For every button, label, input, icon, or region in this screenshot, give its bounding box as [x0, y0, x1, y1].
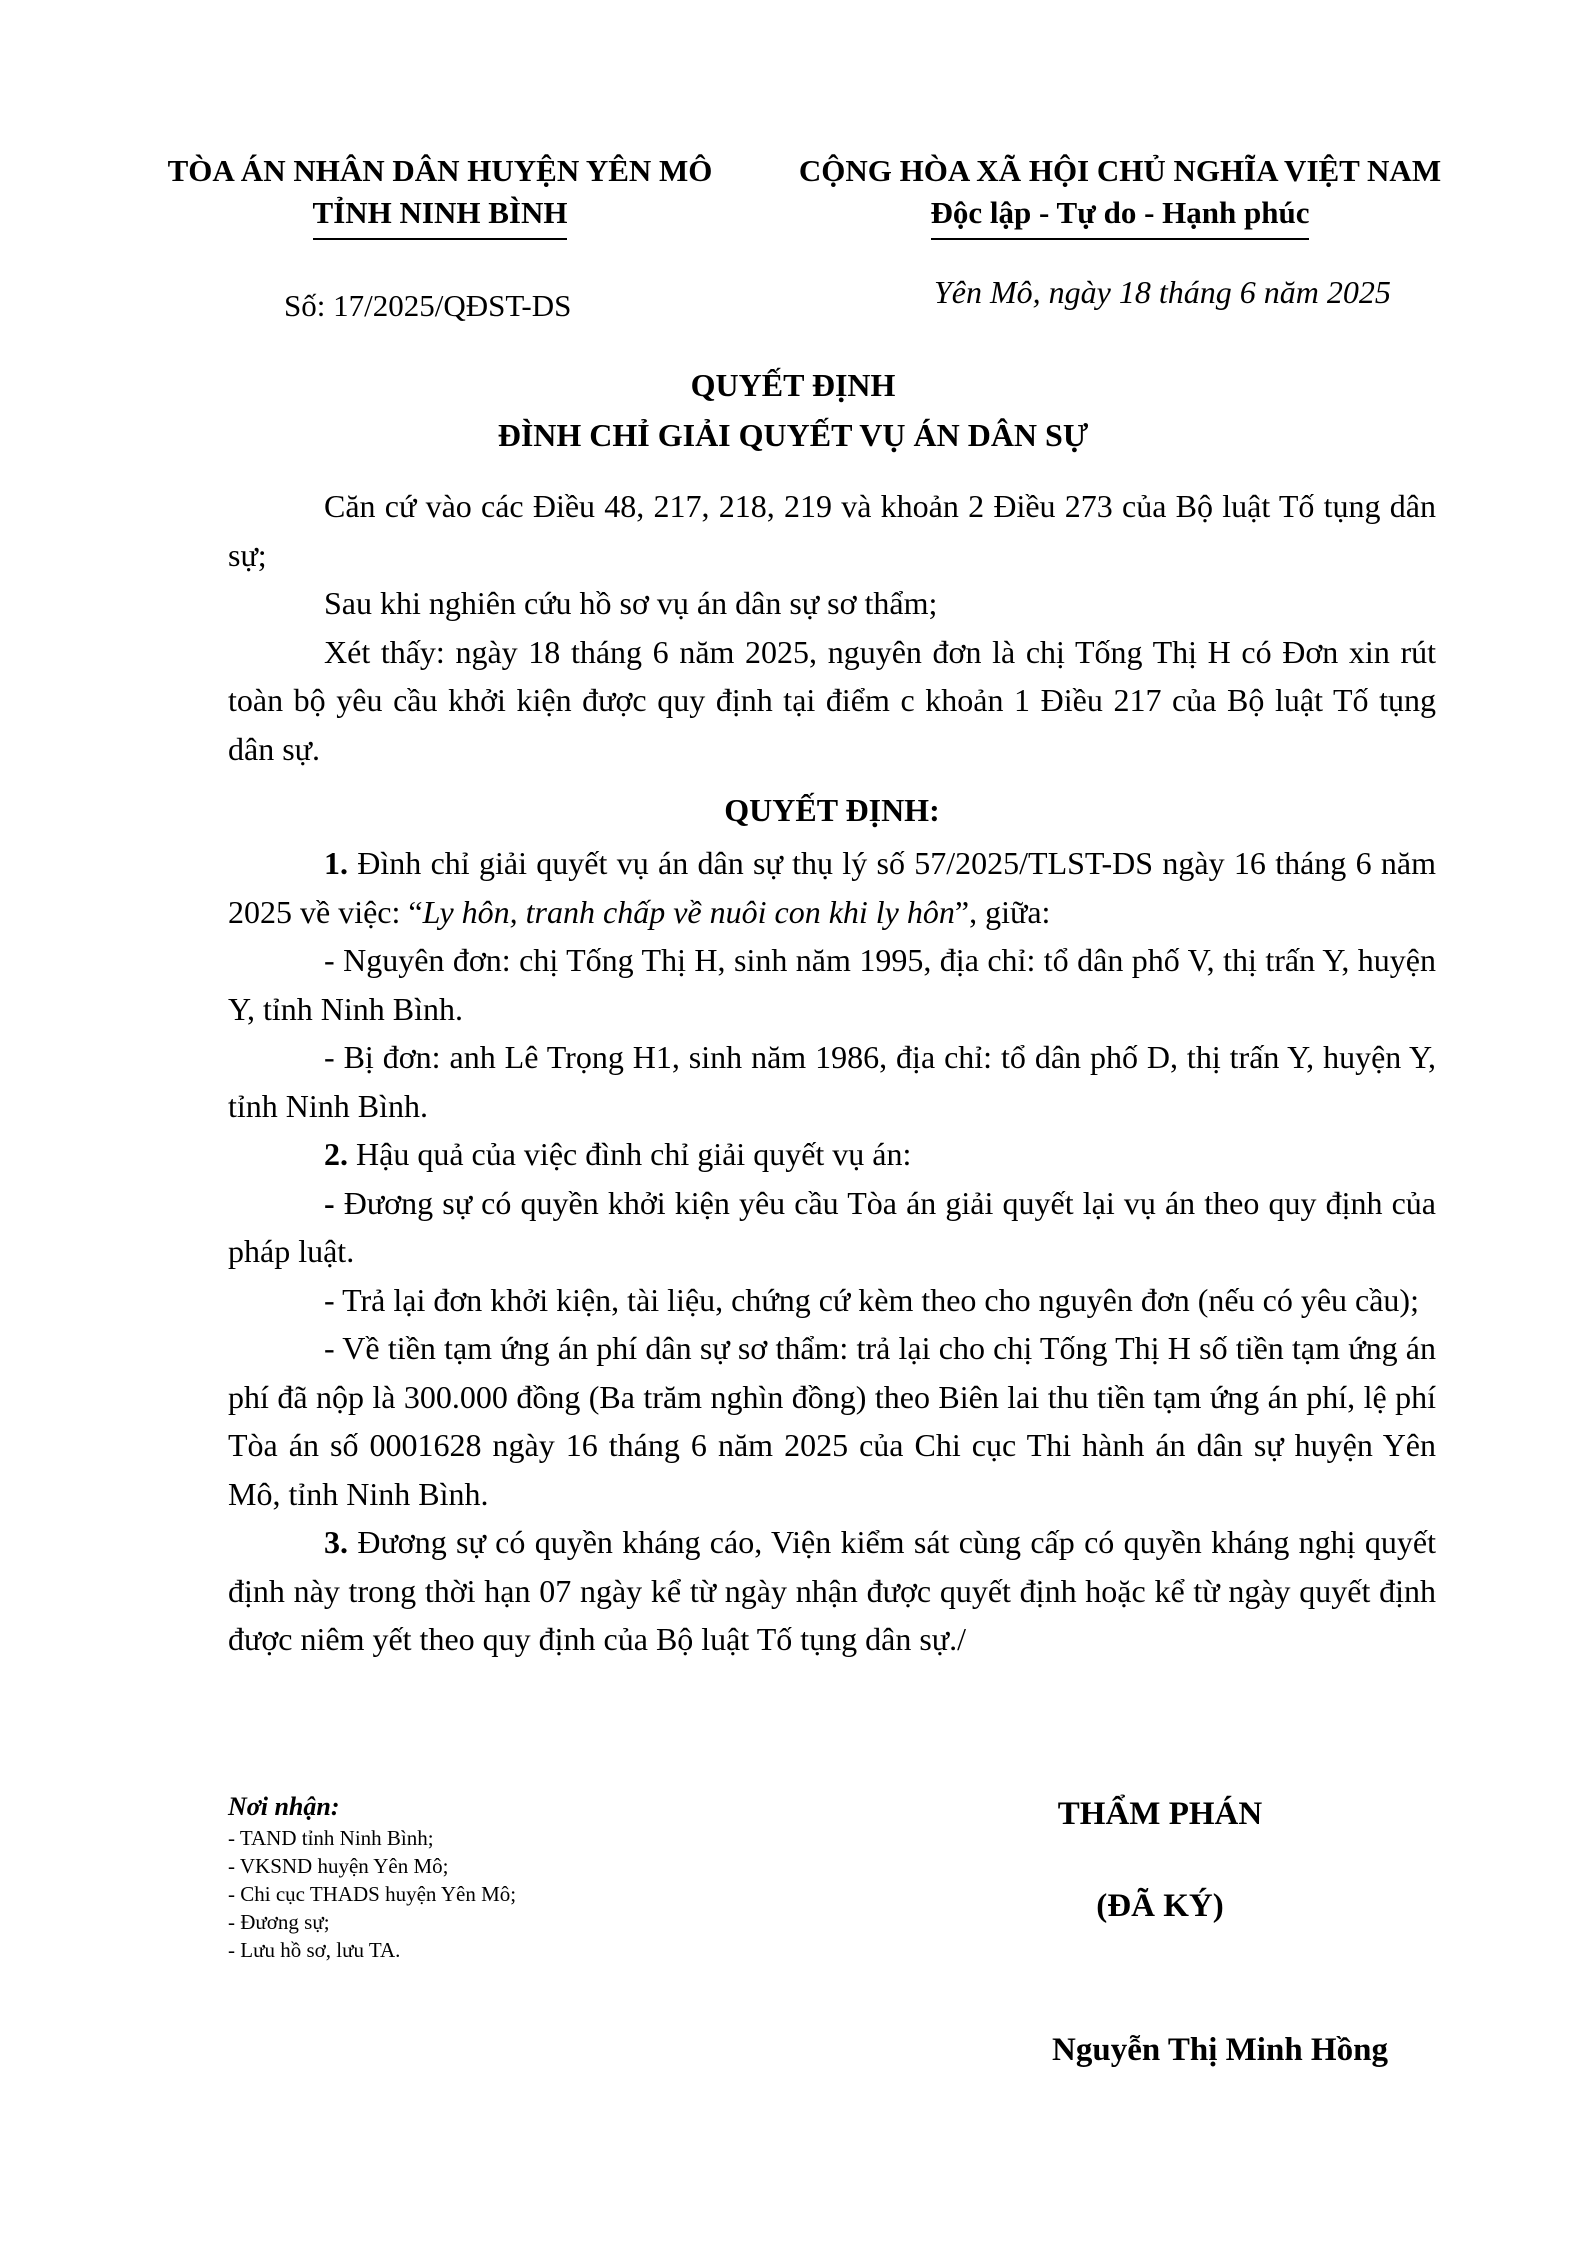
consequence-refile: - Đương sự có quyền khởi kiện yêu cầu Tòa án giải quyết lại vụ án theo quy định của pháp luật. — [228, 1184, 1436, 1269]
decision-heading: QUYẾT ĐỊNH: — [724, 792, 940, 828]
document-title — [0, 360, 1586, 460]
signer-role: THẨM PHÁN — [1057, 1796, 1263, 1832]
document-body — [228, 482, 1436, 1664]
item-3-number: 3. — [324, 1524, 348, 1560]
national-header — [770, 150, 1470, 240]
title-line-1: QUYẾT ĐỊNH — [690, 367, 896, 403]
review-paragraph: Sau khi nghiên cứu hồ sơ vụ án dân sự sơ thẩm; — [324, 585, 938, 621]
defendant-paragraph: - Bị đơn: anh Lê Trọng H1, sinh năm 1986, địa chỉ: tổ dân phố D, thị trấn Y, huyện Y, tỉnh Ninh Bình. — [228, 1039, 1436, 1124]
decision-item-3: 3. Đương sự có quyền kháng cáo, Viện kiểm sát cùng cấp có quyền kháng nghị quyết định này trong thời hạn 07 ngày kể từ ngày nhận được quyết định hoặc kể từ ngày quyết định được niêm yết theo quy định của Bộ luật Tố tụng dân sự./ — [228, 1524, 1436, 1657]
consequence-return-documents: - Trả lại đơn khởi kiện, tài liệu, chứng cứ kèm theo cho nguyên đơn (nếu có yêu cầu); — [324, 1281, 1419, 1318]
country-name: CỘNG HÒA XÃ HỘI CHỦ NGHĨA VIỆT NAM — [798, 153, 1442, 188]
consequence-fee-refund: - Về tiền tạm ứng án phí dân sự sơ thẩm: trả lại cho chị Tống Thị H số tiền tạm ứng án phí đã nộp là 300.000 đồng (Ba trăm nghìn đồng) theo Biên lai thu tiền tạm ứng án phí, lệ phí Tòa án số 0001628 ngày 16 tháng 6 năm 2025 của Chi cục Thi hành án dân sự huyện Yên Mô, tỉnh Ninh Bình. — [228, 1330, 1436, 1512]
court-province: TỈNH NINH BÌNH — [313, 192, 568, 240]
recipients-title: Nơi nhận: — [228, 1792, 340, 1821]
recipient-item: - Chi cục THADS huyện Yên Mô; — [228, 1882, 517, 1906]
document-number: Số: 17/2025/QĐST-DS — [284, 288, 572, 323]
place-date: Yên Mô, ngày 18 tháng 6 năm 2025 — [934, 274, 1391, 310]
recipient-item: - Đương sự; — [228, 1910, 330, 1934]
decision-item-1: 1. Đình chỉ giải quyết vụ án dân sự thụ lý số 57/2025/TLST-DS ngày 16 tháng 6 năm 2025 về việc: “Ly hôn, tranh chấp về nuôi con khi ly hôn”, giữa: — [228, 845, 1436, 930]
case-subject: Ly hôn, tranh chấp về nuôi con khi ly hôn — [422, 893, 955, 930]
signature-block — [900, 1792, 1420, 2072]
court-header — [155, 150, 725, 240]
legal-basis-paragraph: Căn cứ vào các Điều 48, 217, 218, 219 và khoản 2 Điều 273 của Bộ luật Tố tụng dân sự; — [228, 488, 1436, 573]
national-motto: Độc lập - Tự do - Hạnh phúc — [931, 192, 1310, 240]
title-line-2: ĐÌNH CHỈ GIẢI QUYẾT VỤ ÁN DÂN SỰ — [497, 417, 1089, 453]
document-meta — [0, 270, 1586, 330]
recipient-item: - TAND tỉnh Ninh Bình; — [228, 1826, 434, 1850]
item-1-number: 1. — [324, 845, 348, 881]
plaintiff-paragraph: - Nguyên đơn: chị Tống Thị H, sinh năm 1995, địa chỉ: tổ dân phố V, thị trấn Y, huyện Y, tỉnh Ninh Bình. — [228, 942, 1436, 1027]
decision-item-2: 2. Hậu quả của việc đình chỉ giải quyết vụ án: — [324, 1136, 912, 1172]
signer-name: Nguyễn Thị Minh Hồng — [1052, 2032, 1388, 2068]
court-name: TÒA ÁN NHÂN DÂN HUYỆN YÊN MÔ — [167, 153, 713, 188]
recipient-item: - VKSND huyện Yên Mô; — [228, 1854, 449, 1878]
consideration-paragraph: Xét thấy: ngày 18 tháng 6 năm 2025, nguyên đơn là chị Tống Thị H có Đơn xin rút toàn bộ yêu cầu khởi kiện được quy định tại điểm c khoản 1 Điều 217 của Bộ luật Tố tụng dân sự. — [228, 633, 1436, 767]
recipient-item: - Lưu hồ sơ, lưu TA. — [228, 1938, 401, 1962]
item-2-number: 2. — [324, 1136, 348, 1172]
document-header — [0, 150, 1586, 260]
signed-mark: (ĐÃ KÝ) — [1096, 1888, 1224, 1924]
recipients-block — [228, 1790, 788, 1964]
